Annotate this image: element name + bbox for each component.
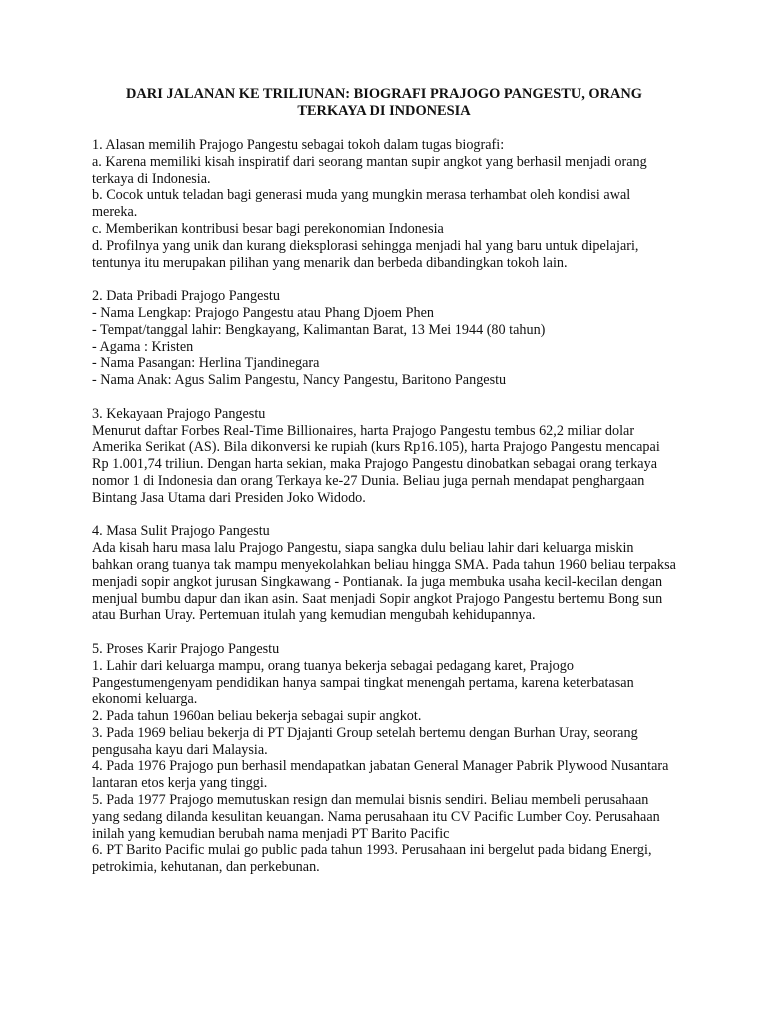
- paragraph-line: - Agama : Kristen: [92, 338, 194, 355]
- document-page: [92, 86, 676, 893]
- paragraph-line: 1. Lahir dari keluarga mampu, orang tuanya bekerja sebagai pedagang karet, Prajogo Pangestumengenyam pendidikan hanya sampai tingkat menengah pertama, karena keterbatasan ekonomi keluarga.: [92, 657, 634, 708]
- paragraph-line: d. Profilnya yang unik dan kurang dieksplorasi sehingga menjadi hal yang baru untuk dipelajari, tentunya itu merupakan pilihan yang menarik dan berbeda dibandingkan tokoh lain.: [92, 237, 639, 271]
- paragraph-line: 6. PT Barito Pacific mulai go public pada tahun 1993. Perusahaan ini bergelut pada bidang Energi, petrokimia, kehutanan, dan perkebunan.: [92, 842, 652, 876]
- paragraph-line: b. Cocok untuk teladan bagi generasi muda yang mungkin merasa terhambat oleh kondisi awal mereka.: [92, 187, 631, 221]
- paragraph-line: - Nama Lengkap: Prajogo Pangestu atau Phang Djoem Phen: [92, 304, 435, 321]
- paragraph-line: 2. Pada tahun 1960an beliau bekerja sebagai supir angkot.: [92, 708, 422, 725]
- paragraph-line: Menurut daftar Forbes Real-Time Billionaires, harta Prajogo Pangestu tembus 62,2 miliar dolar Amerika Serikat (AS). Bila dikonversi ke rupiah (kurs Rp16.105), harta Prajogo Pangestu mencapai Rp 1.001,74 triliun. Dengan harta sekian, maka Prajogo Pangestu dinobatkan sebagai orang terkaya nomor 1 di Indonesia dan orang Terkaya ke-27 Dunia. Beliau juga pernah mendapat penghargaan Bintang Jasa Utama dari Presiden Joko Widodo.: [92, 422, 660, 506]
- paragraph-line: c. Memberikan kontribusi besar bagi perekonomian Indonesia: [92, 220, 444, 237]
- paragraph-line: 5. Pada 1977 Prajogo memutuskan resign dan memulai bisnis sendiri. Beliau membeli perusahaan yang sedang dilanda kesulitan keuangan. Nama perusahaan itu CV Pacific Lumber Coy. Perusahaan inilah yang kemudian berubah nama menjadi PT Barito Pacific: [92, 792, 660, 842]
- section-heading: 1. Alasan memilih Prajogo Pangestu sebagai tokoh dalam tugas biografi:: [92, 137, 505, 153]
- paragraph-line: a. Karena memiliki kisah inspiratif dari seorang mantan supir angkot yang berhasil menjadi orang terkaya di Indonesia.: [92, 153, 647, 187]
- paragraph-line: - Nama Pasangan: Herlina Tjandinegara: [92, 355, 320, 372]
- paragraph-line: 3. Pada 1969 beliau bekerja di PT Djajanti Group setelah bertemu dengan Burhan Uray, seorang pengusaha kayu dari Malaysia.: [92, 724, 638, 758]
- paragraph-line: 4. Pada 1976 Prajogo pun berhasil mendapatkan jabatan General Manager Pabrik Plywood Nusantara lantaran etos kerja yang tinggi.: [92, 758, 669, 792]
- paragraph-line: - Nama Anak: Agus Salim Pangestu, Nancy Pangestu, Baritono Pangestu: [92, 372, 507, 389]
- section-wealth: [92, 406, 676, 507]
- section-reasons: [92, 137, 676, 271]
- paragraph-line: Ada kisah haru masa lalu Prajogo Pangestu, siapa sangka dulu beliau lahir dari keluarga miskin bahkan orang tuanya tak mampu menyekolahkan beliau hingga SMA. Pada tahun 1960 beliau terpaksa menjadi sopir angkot jurusan Singkawang - Pontianak. Ia juga membuka usaha kecil-kecilan dengan menjual bumbu dapur dan ikan asin. Saat menjadi Sopir angkot Prajogo Pangestu bertemu Bong sun atau Burhan Uray. Pertemuan itulah yang kemudian mengubah kehidupannya.: [92, 540, 676, 624]
- section-heading: 5. Proses Karir Prajogo Pangestu: [92, 640, 280, 657]
- section-personal-data: [92, 288, 676, 389]
- section-hard-times: [92, 523, 676, 624]
- paragraph-line: - Tempat/tanggal lahir: Bengkayang, Kalimantan Barat, 13 Mei 1944 (80 tahun): [92, 321, 546, 338]
- section-career: [92, 641, 676, 876]
- document-title: DARI JALANAN KE TRILIUNAN: BIOGRAFI PRAJOGO PANGESTU, ORANG TERKAYA DI INDONESIA: [126, 86, 642, 119]
- section-heading: 4. Masa Sulit Prajogo Pangestu: [92, 523, 270, 540]
- section-heading: 2. Data Pribadi Prajogo Pangestu: [92, 288, 280, 305]
- section-heading: 3. Kekayaan Prajogo Pangestu: [92, 405, 266, 422]
